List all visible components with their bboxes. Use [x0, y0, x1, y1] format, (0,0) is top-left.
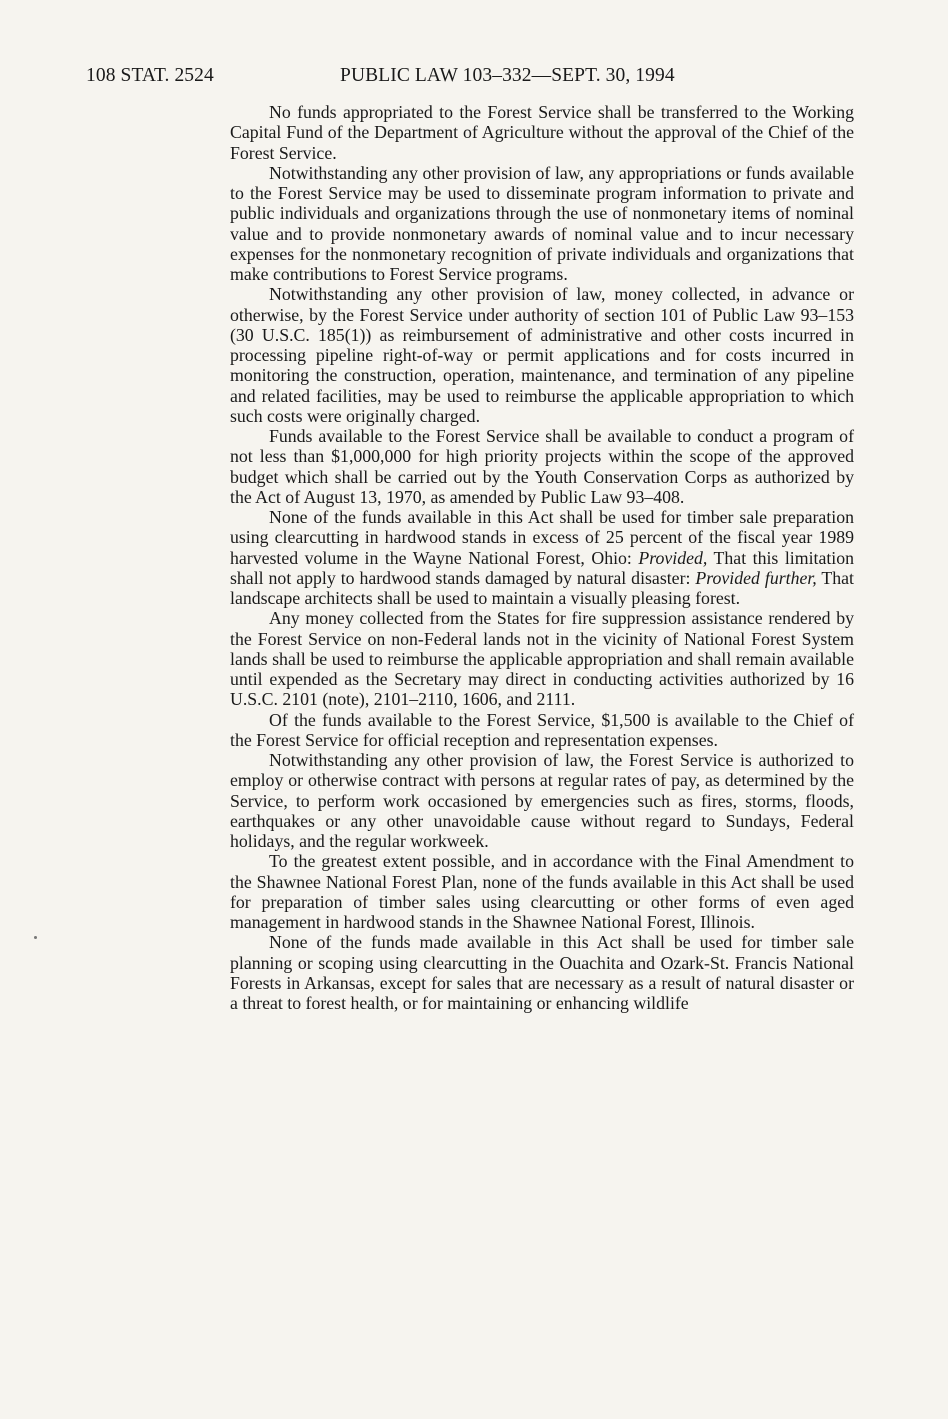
paragraph-wayne-clearcutting: [230, 507, 854, 608]
paragraph-text: None of the funds available in this Act shall be used for timber sale preparation using clearcutting in hardwood stands in excess of 25 percent of the fiscal year 1989 harvested volume in the Wayne National Forest, Ohio:: [230, 507, 854, 568]
paragraph-shawnee-forest: To the greatest extent possible, and in accordance with the Final Amendment to the Shawnee National Forest Plan, none of the funds available in this Act shall be used for preparation of timber sales using clearcutting or other forms of even aged management in hardwood stands in the Shawnee National Forest, Illinois.: [230, 851, 854, 932]
paragraph-emergency-employment: Notwithstanding any other provision of law, the Forest Service is authorized to employ or otherwise contract with persons at regular rates of pay, as determined by the Service, to perform work occasioned by emergencies such as fires, storms, floods, earthquakes or any other unavoidable cause without regard to Sundays, Federal holidays, and the regular workweek.: [230, 750, 854, 851]
public-law-citation: PUBLIC LAW 103–332—SEPT. 30, 1994: [340, 65, 675, 86]
page-header: [86, 62, 866, 90]
paragraph-ouachita-ozark: None of the funds made available in this Act shall be used for timber sale planning or scoping using clearcutting in the Ouachita and Ozark-St. Francis National Forests in Arkansas, except for sales that are necessary as a result of natural disaster or a threat to forest health, or for maintaining or enhancing wildlife: [230, 932, 854, 1013]
scan-speck: [34, 936, 37, 939]
paragraph-nonmonetary-awards: Notwithstanding any other provision of law, any appropriations or funds available to the Forest Service may be used to disseminate program information to private and public individuals and organizations through the use of nonmonetary items of nominal value and to provide nonmonetary awards of nominal value and to incur necessary expenses for the nonmonetary recognition of private individuals and organizations that make contributions to Forest Service programs.: [230, 162, 854, 284]
provided-clause: Provided,: [638, 547, 708, 568]
paragraph-pipeline-reimbursement: Notwithstanding any other provision of law, money collected, in advance or otherwise, by the Forest Service under authority of section 101 of Public Law 93–153 (30 U.S.C. 185(1)) as reimbursement of administrative and other costs incurred in processing pipeline right-of-way or permit applications and for costs incurred in monitoring the construction, operation, maintenance, and termination of any pipeline and related facilities, may be used to reimburse the applicable appropriation to which such costs were originally charged.: [230, 284, 854, 426]
paragraph-text: That this limitation shall not apply to hardwood stands damaged by natural disaster:: [230, 547, 855, 588]
paragraph-transfer-restriction: No funds appropriated to the Forest Service shall be transferred to the Working Capital Fund of the Department of Agriculture without the approval of the Chief of the Forest Service.: [230, 102, 854, 163]
paragraph-youth-conservation-corps: Funds available to the Forest Service shall be available to conduct a program of not less than $1,000,000 for high priority projects within the scope of the approved budget which shall be carried out by the Youth Conservation Corps as authorized by the Act of August 13, 1970, as amended by Public Law 93–408.: [230, 426, 854, 507]
body-text: [230, 102, 854, 1013]
paragraph-fire-suppression: Any money collected from the States for fire suppression assistance rendered by the Forest Service on non-Federal lands not in the vicinity of National Forest System lands shall be used to reimburse the applicable appropriation and shall remain available until expended as the Secretary may direct in conducting activities authorized by 16 U.S.C. 2101 (note), 2101–2110, 1606, and 2111.: [230, 608, 854, 710]
provided-further-clause: Provided further,: [695, 567, 817, 588]
paragraph-text: That landscape architects shall be used to maintain a visually pleasing forest.: [230, 567, 854, 608]
paragraph-reception-expenses: Of the funds available to the Forest Service, $1,500 is available to the Chief of the Forest Service for official reception and representation expenses.: [230, 709, 854, 750]
statute-page-number: 108 STAT. 2524: [86, 65, 214, 86]
